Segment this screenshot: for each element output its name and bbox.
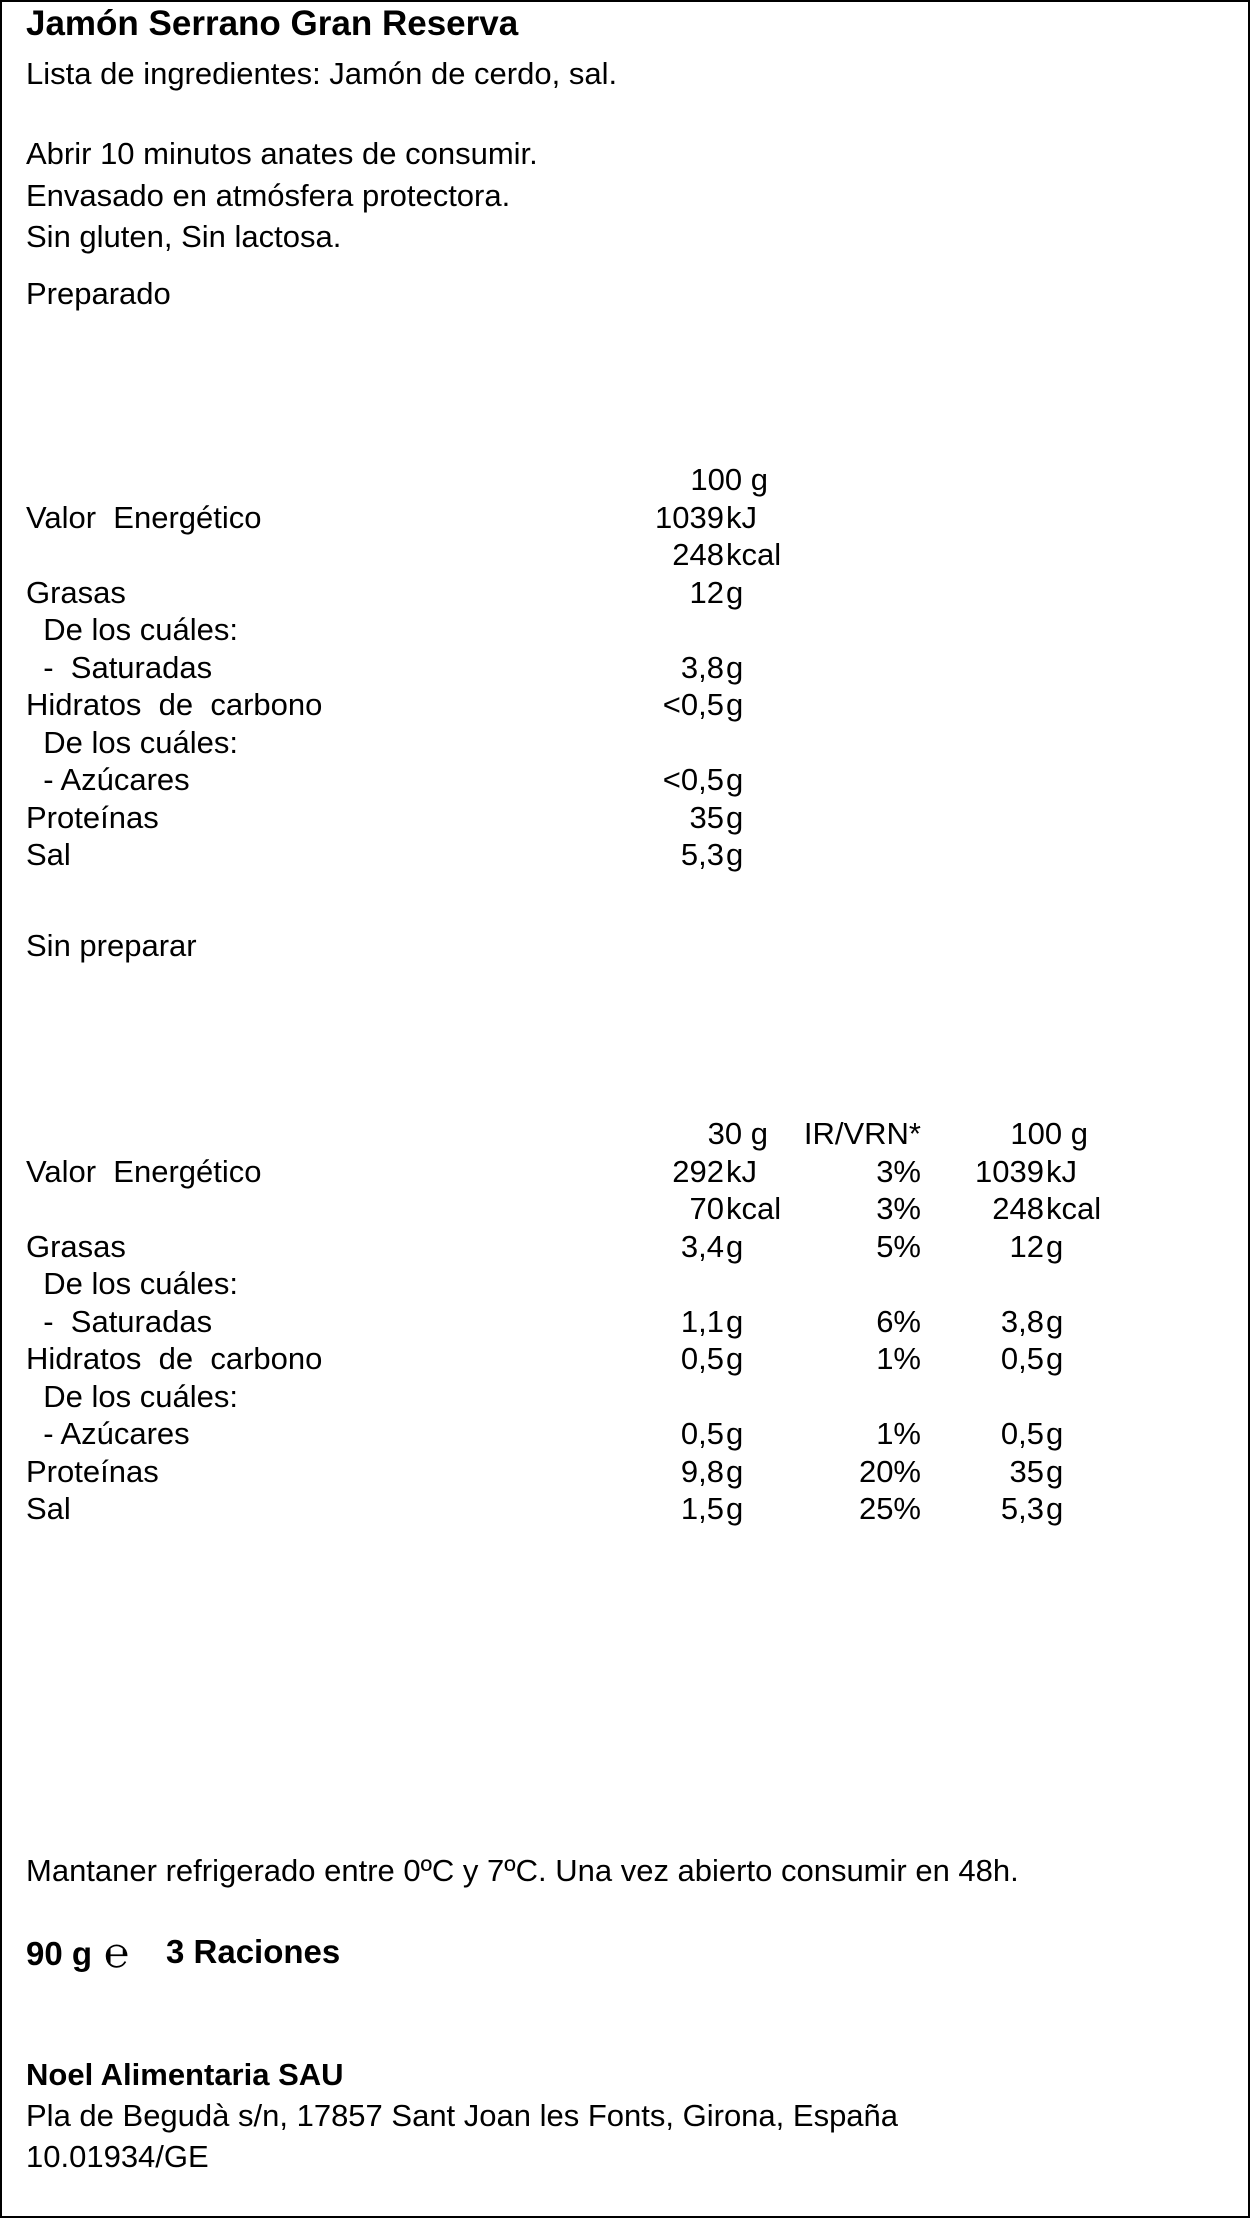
prepared-row — [26, 612, 926, 649]
portion-value: 0,5 — [680, 1341, 724, 1376]
nutrient-label: De los cuáles: — [26, 1266, 238, 1301]
prepared-row — [26, 650, 926, 687]
unprepared-row — [26, 1229, 1176, 1266]
ir-percent: 25% — [858, 1491, 921, 1526]
nutrient-unit: g — [726, 799, 744, 835]
unprepared-row — [26, 1341, 1176, 1378]
ir-percent: 1% — [876, 1416, 921, 1451]
ir-percent: 6% — [876, 1303, 921, 1339]
per100-value: 248 — [992, 1191, 1044, 1226]
prepared-row — [26, 800, 926, 837]
note-packaging: Envasado en atmósfera protectora. — [26, 178, 511, 213]
nutrient-unit: g — [726, 837, 744, 872]
nutrient-label: - Saturadas — [26, 1303, 213, 1339]
nutrient-label: De los cuáles: — [26, 1378, 238, 1414]
portion-unit: kJ — [726, 1153, 757, 1189]
estimated-sign-icon: ℮ — [104, 1929, 130, 1976]
prepared-row — [26, 762, 926, 799]
portion-unit: g — [726, 1416, 744, 1451]
nutrient-label: Hidratos de carbono — [26, 687, 323, 722]
nutrient-label: Sal — [26, 837, 71, 872]
unprepared-row — [26, 1454, 1176, 1491]
unprepared-row — [26, 1304, 1176, 1341]
per100-value: 0,5 — [1000, 1416, 1044, 1451]
nutrient-value: 3,8 — [680, 649, 724, 685]
ir-percent: 3% — [876, 1153, 921, 1189]
portion-unit: g — [726, 1453, 744, 1489]
prepared-row — [26, 687, 926, 724]
header-portion: 30 g — [707, 1116, 768, 1151]
nutrient-label: Grasas — [26, 1228, 126, 1264]
nutrient-label: Grasas — [26, 574, 126, 610]
unprepared-row — [26, 1491, 1176, 1528]
prepared-nutrition-table — [26, 462, 926, 882]
unprepared-row — [26, 1191, 1176, 1228]
prepared-row — [26, 837, 926, 874]
nutrient-label: Sal — [26, 1491, 71, 1526]
prepared-row — [26, 725, 926, 762]
nutrient-value: <0,5 — [662, 762, 724, 797]
portion-unit: g — [726, 1491, 744, 1526]
nutrient-unit: g — [726, 687, 744, 722]
prepared-row — [26, 500, 926, 537]
portion-value: 1,5 — [680, 1491, 724, 1526]
nutrient-unit: g — [726, 649, 744, 685]
portion-value: 1,1 — [680, 1303, 724, 1339]
per100-unit: kcal — [1046, 1191, 1102, 1226]
portion-value: 3,4 — [680, 1228, 724, 1264]
nutrient-label: Proteínas — [26, 799, 159, 835]
product-title: Jamón Serrano Gran Reserva — [26, 4, 519, 43]
portion-value: 292 — [672, 1153, 724, 1189]
per100-unit: g — [1046, 1341, 1064, 1376]
per100-unit: g — [1046, 1416, 1064, 1451]
portion-value: 0,5 — [680, 1416, 724, 1451]
portion-value: 70 — [689, 1191, 724, 1226]
nutrient-label: Valor Energético — [26, 499, 262, 535]
portion-unit: g — [726, 1341, 744, 1376]
nutrient-value: 35 — [689, 799, 724, 835]
header-ir-vrn: IR/VRN* — [803, 1116, 921, 1151]
nutrient-label: - Saturadas — [26, 649, 213, 685]
nutrient-value: 248 — [672, 537, 724, 572]
storage-instructions: Mantaner refrigerado entre 0ºC y 7ºC. Una vez abierto consumir en 48h. — [26, 1853, 1019, 1888]
unprepared-row — [26, 1154, 1176, 1191]
portion-unit: kcal — [726, 1191, 782, 1226]
per100-value: 1039 — [975, 1153, 1044, 1189]
prepared-column-header: 100 g — [690, 462, 768, 497]
nutrient-value: 5,3 — [680, 837, 724, 872]
nutrient-value: 12 — [689, 574, 724, 610]
per100-unit: g — [1046, 1303, 1064, 1339]
nutrient-value: <0,5 — [662, 687, 724, 722]
per100-unit: g — [1046, 1228, 1064, 1264]
per100-value: 5,3 — [1000, 1491, 1044, 1526]
nutrient-unit: kJ — [726, 499, 757, 535]
nutrient-label: De los cuáles: — [26, 612, 238, 647]
company-name: Noel Alimentaria SAU — [26, 2057, 344, 2092]
unprepared-heading: Sin preparar — [26, 928, 197, 963]
nutrient-unit: g — [726, 574, 744, 610]
servings: 3 Raciones — [166, 1933, 341, 1970]
portion-unit: g — [726, 1228, 744, 1264]
unprepared-row — [26, 1416, 1176, 1453]
per100-unit: g — [1046, 1453, 1064, 1489]
per100-unit: kJ — [1046, 1153, 1077, 1189]
portion-unit: g — [726, 1303, 744, 1339]
nutrient-label: - Azúcares — [26, 1416, 190, 1451]
prepared-row — [26, 575, 926, 612]
unprepared-row — [26, 1266, 1176, 1303]
note-allergens: Sin gluten, Sin lactosa. — [26, 219, 342, 254]
ingredients-list: Lista de ingredientes: Jamón de cerdo, sal. — [26, 56, 618, 91]
note-opening: Abrir 10 minutos anates de consumir. — [26, 136, 538, 171]
nutrient-unit: g — [726, 762, 744, 797]
registry-number: 10.01934/GE — [26, 2139, 209, 2174]
unprepared-row — [26, 1379, 1176, 1416]
header-per-100g: 100 g — [1010, 1116, 1088, 1151]
per100-value: 35 — [1009, 1453, 1044, 1489]
per100-value: 0,5 — [1000, 1341, 1044, 1376]
per100-value: 3,8 — [1000, 1303, 1044, 1339]
ir-percent: 5% — [876, 1228, 921, 1264]
per100-value: 12 — [1009, 1228, 1044, 1264]
nutrient-unit: kcal — [726, 537, 782, 572]
portion-value: 9,8 — [680, 1453, 724, 1489]
nutrient-label: - Azúcares — [26, 762, 190, 797]
nutrient-label: Valor Energético — [26, 1153, 262, 1189]
nutrient-value: 1039 — [655, 499, 724, 535]
prepared-row — [26, 537, 926, 574]
nutrient-label: De los cuáles: — [26, 724, 238, 760]
nutrient-label: Proteínas — [26, 1453, 159, 1489]
ir-percent: 3% — [876, 1191, 921, 1226]
per100-unit: g — [1046, 1491, 1064, 1526]
unprepared-nutrition-table — [26, 1116, 1176, 1536]
prepared-heading: Preparado — [26, 276, 171, 311]
ir-percent: 20% — [858, 1453, 921, 1489]
net-weight: 90 g — [26, 1935, 93, 1972]
ir-percent: 1% — [876, 1341, 921, 1376]
nutrient-label: Hidratos de carbono — [26, 1341, 323, 1376]
company-address: Pla de Begudà s/n, 17857 Sant Joan les Fonts, Girona, España — [26, 2098, 899, 2133]
